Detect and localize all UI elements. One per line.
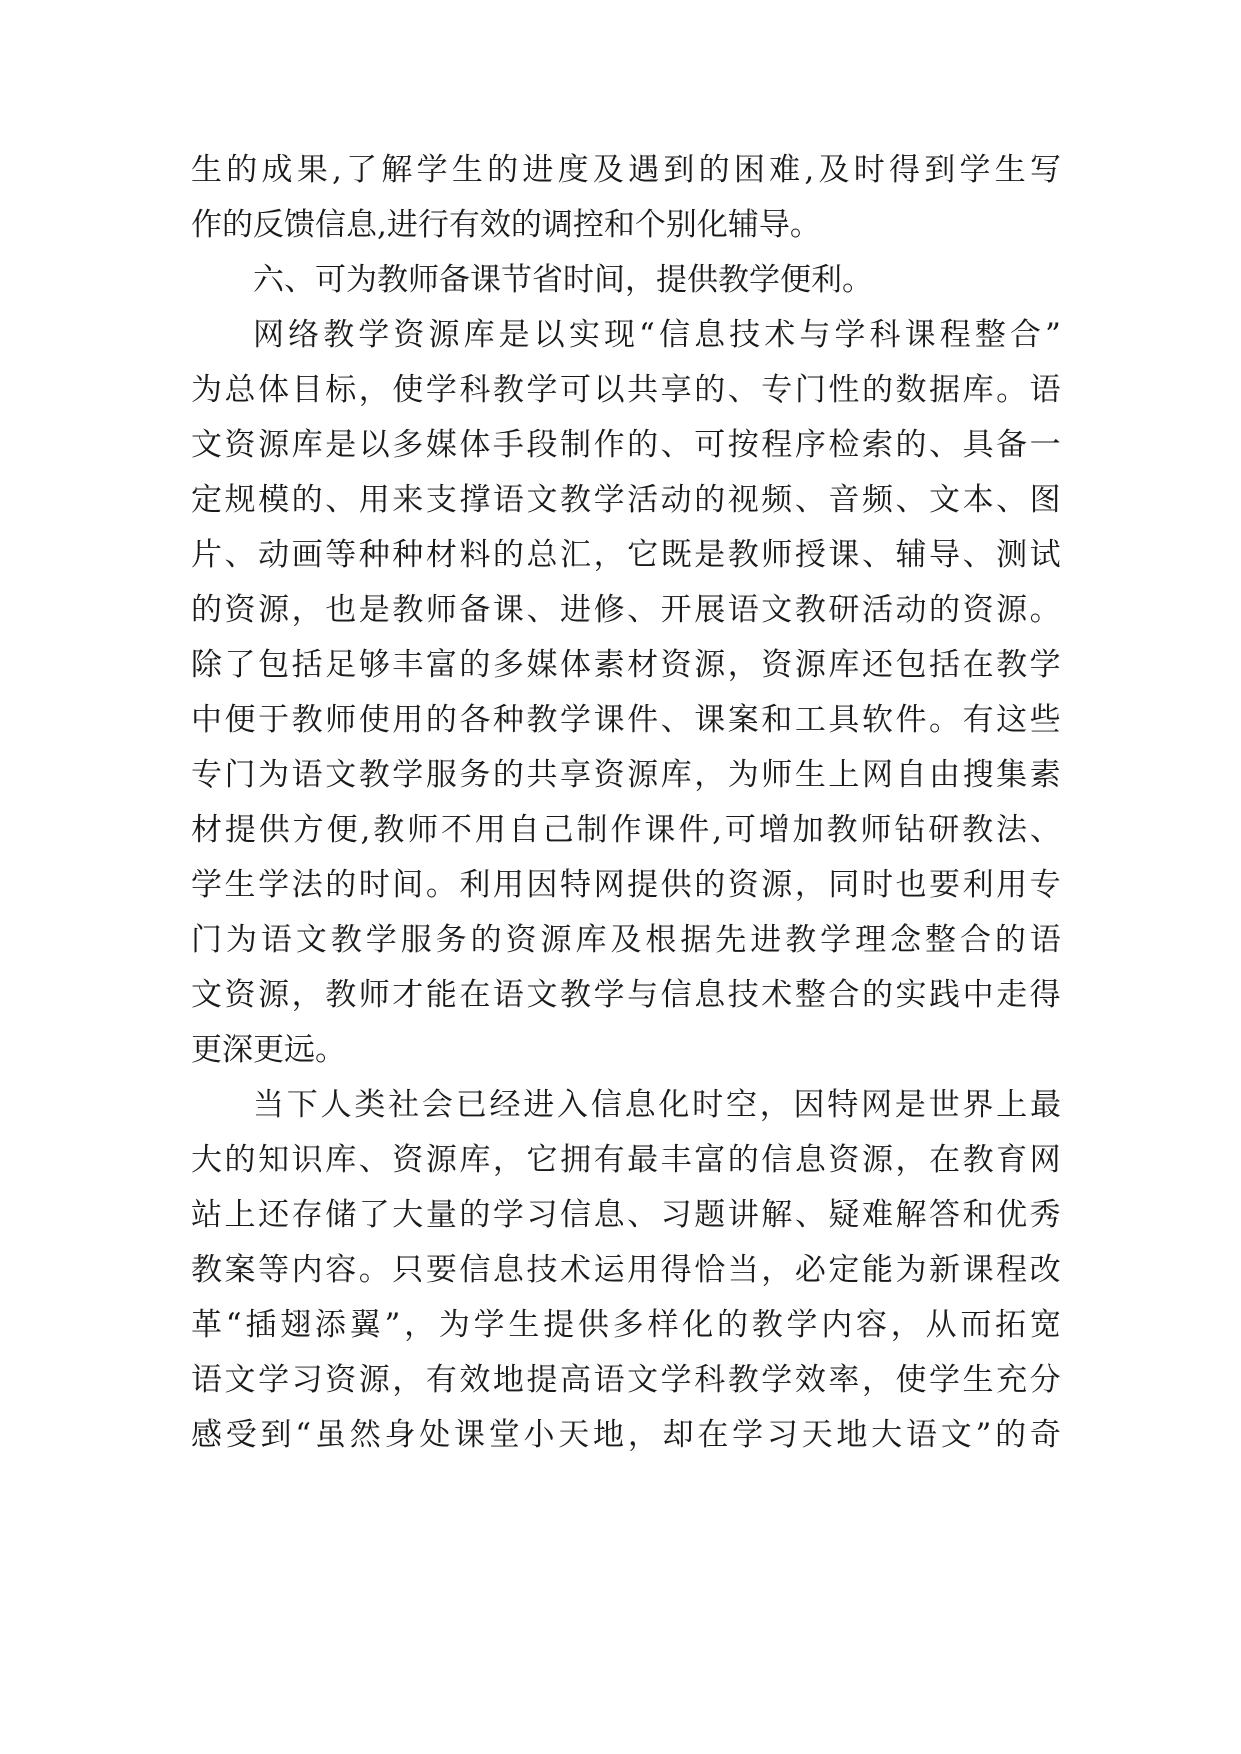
text-line: 文 资 源 库 是 以 多 媒 体 手 段 制 作 的 、 可 按 程 序 检 索 的 、 具 备 一 [191,427,1061,463]
text-line: 当 下 人 类 社 会 已 经 进 入 信 息 化 时 空 ， 因 特 网 是 世 界 上 最 [253,1087,1061,1123]
text-line: 定 规 模 的 、 用 来 支 撑 语 文 教 学 活 动 的 视 频 、 音 频 、 文 本 、 图 [191,482,1061,518]
text-line: 革 “ 插 翅 添 翼 ” ， 为 学 生 提 供 多 样 化 的 教 学 内 容 ， 从 而 拓 宽 [191,1307,1061,1343]
text-line: 中 便 于 教 师 使 用 的 各 种 教 学 课 件 、 课 案 和 工 具 软 件 。 有 这 些 [191,702,1061,738]
text-line: 站 上 还 存 储 了 大 量 的 学 习 信 息 、 习 题 讲 解 、 疑 难 解 答 和 优 秀 [191,1197,1061,1233]
text-line: 除 了 包 括 足 够 丰 富 的 多 媒 体 素 材 资 源 ， 资 源 库 还 包 括 在 教 学 [191,647,1061,683]
text-line: 更深更远。 [191,1032,346,1068]
text-line: 教 案 等 内 容 。 只 要 信 息 技 术 运 用 得 恰 当 ， 必 定 能 为 新 课 程 改 [191,1252,1061,1288]
text-line: 生 的 成 果 , 了 解 学 生 的 进 度 及 遇 到 的 困 难 , 及 时 得 到 学 生 写 [191,152,1061,188]
text-line: 语 文 学 习 资 源 ， 有 效 地 提 高 语 文 学 科 教 学 效 率 ， 使 学 生 充 分 [191,1362,1061,1398]
text-line: 门 为 语 文 教 学 服 务 的 资 源 库 及 根 据 先 进 教 学 理 念 整 合 的 语 [191,922,1061,958]
text-line: 片 、 动 画 等 种 种 材 料 的 总 汇 ， 它 既 是 教 师 授 课 、 辅 导 、 测 试 [191,537,1061,573]
text-line: 材 提 供 方 便 , 教 师 不 用 自 己 制 作 课 件 , 可 增 加 教 师 钻 研 教 法 、 [191,812,1061,848]
text-line: 作的反馈信息,进行有效的调控和个别化辅导。 [191,207,821,243]
section-heading: 六、可为教师备课节省时间，提供教学便利。 [253,262,873,298]
text-line: 网 络 教 学 资 源 库 是 以 实 现 “ 信 息 技 术 与 学 科 课 程 整 合 ” [253,317,1061,353]
text-line: 文 资 源 ， 教 师 才 能 在 语 文 教 学 与 信 息 技 术 整 合 的 实 践 中 走 得 [191,977,1061,1013]
text-line: 大 的 知 识 库 、 资 源 库 ， 它 拥 有 最 丰 富 的 信 息 资 源 ， 在 教 育 网 [191,1142,1061,1178]
text-line: 为 总 体 目 标 ， 使 学 科 教 学 可 以 共 享 的 、 专 门 性 的 数 据 库 。 语 [191,372,1061,408]
text-line: 的 资 源 ， 也 是 教 师 备 课 、 进 修 、 开 展 语 文 教 研 活 动 的 资 源 。 [191,592,1061,628]
text-line: 感 受 到 “ 虽 然 身 处 课 堂 小 天 地 ， 却 在 学 习 天 地 大 语 文 ” 的 奇 [191,1417,1061,1453]
text-line: 学 生 学 法 的 时 间 。 利 用 因 特 网 提 供 的 资 源 ， 同 时 也 要 利 用 专 [191,867,1061,903]
text-line: 专 门 为 语 文 教 学 服 务 的 共 享 资 源 库 ， 为 师 生 上 网 自 由 搜 集 素 [191,757,1061,793]
